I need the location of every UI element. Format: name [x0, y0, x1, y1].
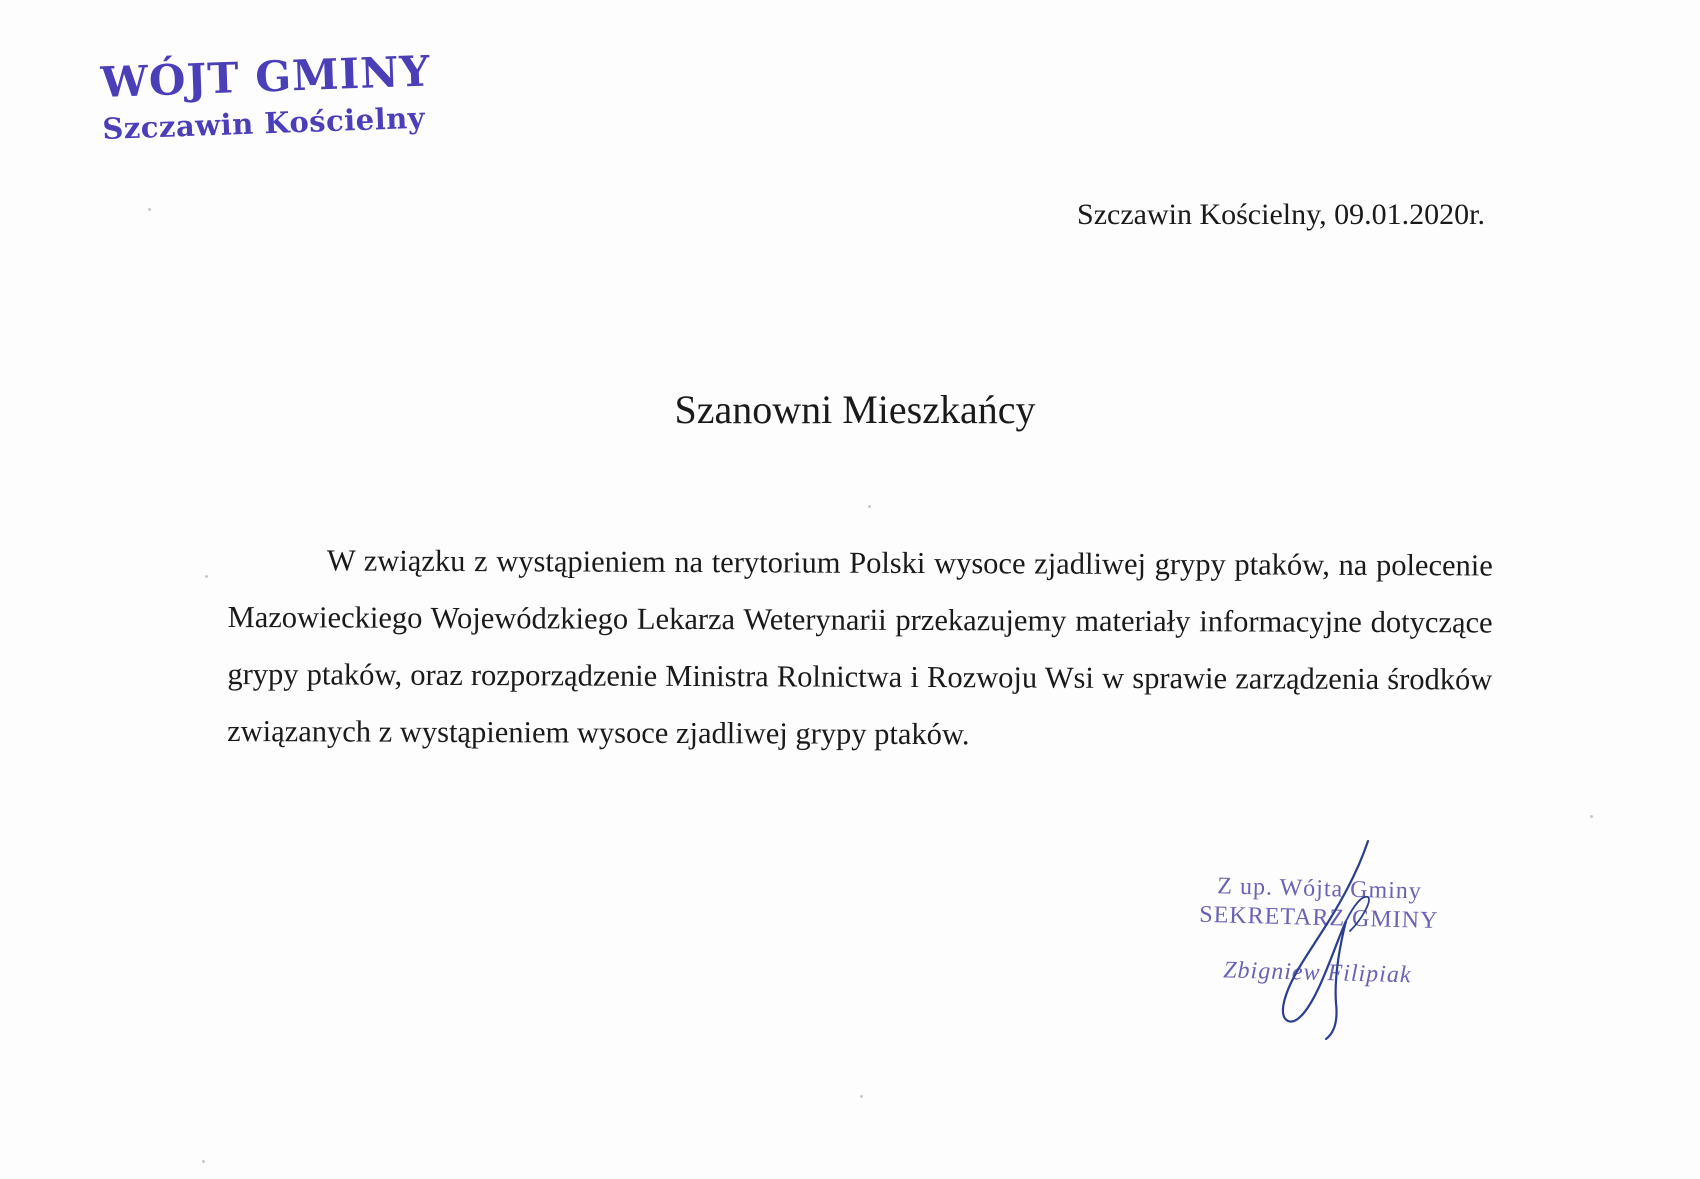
scan-speck	[868, 505, 871, 508]
scan-speck	[148, 208, 151, 211]
salutation: Szanowni Mieszkańcy	[674, 387, 1036, 432]
scan-speck	[1590, 815, 1593, 818]
stamp-municipality: Szczawin Kościelny	[101, 100, 426, 147]
scan-speck	[202, 1160, 205, 1163]
handwritten-signature-icon	[1250, 835, 1410, 1045]
letter-body: W związku z wystąpieniem na terytorium Polski wysoce zjadliwej grypy ptaków, na polecenie Mazowieckiego Wojewódzkiego Lekarza Weterynarii przekazujemy materiały informacyjne dotyczące grypy ptaków, oraz rozporządzenie Ministra Rolnictwa i Rozwoju Wsi w sprawie zarządzenia środków związanych z wystąpieniem wysoce zjadliwej grypy ptaków.	[227, 543, 1493, 752]
place-and-date: Szczawin Kościelny, 09.01.2020r.	[1077, 198, 1485, 231]
signature-stamp-role: SEKRETARZ GMINY	[1199, 901, 1439, 935]
scan-speck	[860, 1095, 863, 1098]
header-stamp	[100, 48, 433, 146]
signature-stamp-name: Zbigniew Filipiak	[1222, 957, 1412, 989]
scan-speck	[205, 575, 208, 578]
stamp-title: WÓJT GMINY	[99, 46, 432, 107]
signature-stamp-authority: Z up. Wójta Gminy	[1217, 873, 1423, 905]
